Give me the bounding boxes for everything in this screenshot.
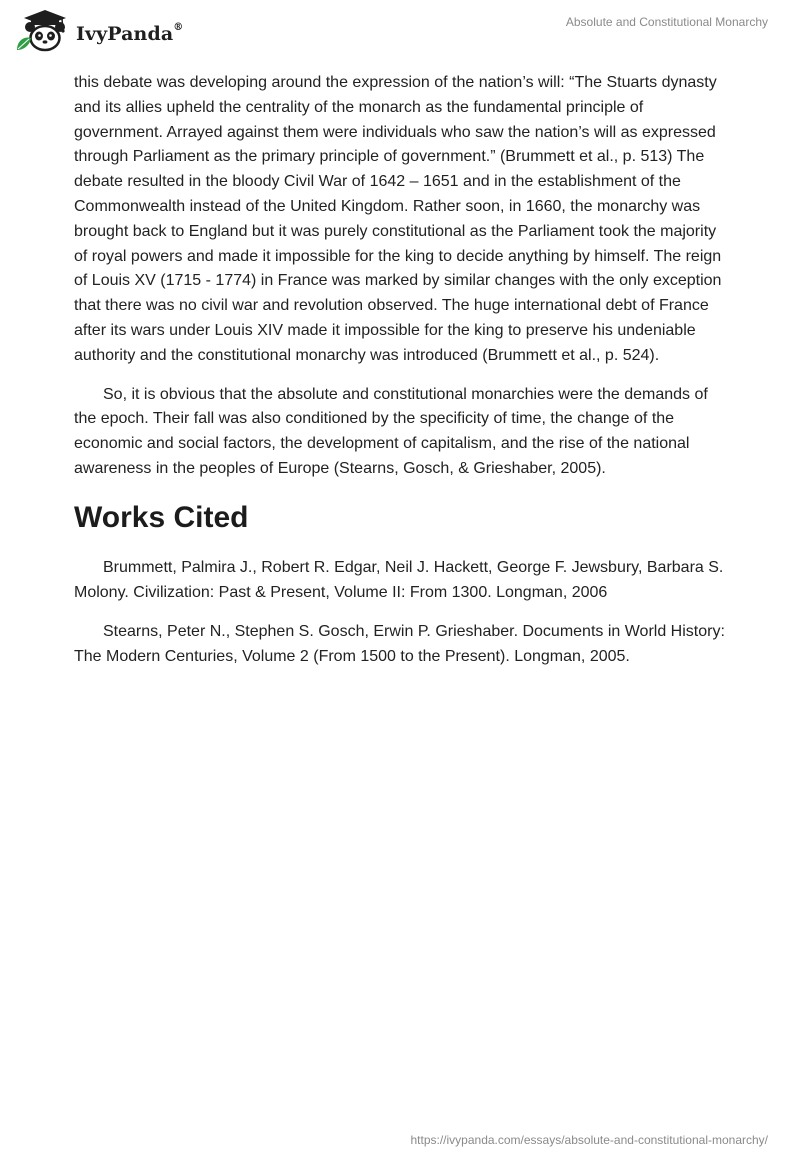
source-url[interactable]: https://ivypanda.com/essays/absolute-and-constitutional-monarchy/ xyxy=(410,1133,768,1147)
brand-name: IvyPanda® xyxy=(76,21,184,45)
body-paragraph: this debate was developing around the expression of the nation’s will: “The Stuarts dynasty and its allies upheld the centrality of the monarch as the fundamental principle of government. Arrayed against them were individuals who saw the nation’s will as expressed through Parliament as the primary principle of government.” (Brummett et al., p. 513) The debate resulted in the bloody Civil War of 1642 – 1651 and in the establishment of the Commonwealth instead of the United Kingdom. Rather soon, in 1660, the monarchy was brought back to England but it was purely constitutional as the Parliament took the majority of royal powers and made it impossible for the king to decide anything by himself. The reign of Louis XV (1715 - 1774) in France was marked by similar changes with the only exception that there was no civil war and revolution observed. The huge international debt of France after its wars under Louis XIV made it impossible for the king to preserve his undeniable authority and the constitutional monarchy was introduced (Brummett et al., p. 524). xyxy=(74,74,722,364)
panda-graduate-icon xyxy=(14,9,72,53)
body-paragraph: So, it is obvious that the absolute and constitutional monarchies were the demands of the epoch. Their fall was also conditioned by the specificity of time, the change of the economic and social factors, the development of capitalism, and the rise of the national awareness in the peoples of Europe (Stearns, Gosch, & Grieshaber, 2005). xyxy=(74,385,708,477)
citation-entry: Stearns, Peter N., Stephen S. Gosch, Erwin P. Grieshaber. Documents in World History: The Modern Centuries, Volume 2 (From 1500 to the Present). Longman, 2005. xyxy=(74,623,725,666)
essay-content xyxy=(74,71,726,685)
works-cited-heading: Works Cited xyxy=(74,500,249,534)
brand-logo[interactable] xyxy=(14,9,183,53)
document-title: Absolute and Constitutional Monarchy xyxy=(565,15,768,29)
page-header xyxy=(0,0,800,64)
citation-entry: Brummett, Palmira J., Robert R. Edgar, Neil J. Hackett, George F. Jewsbury, Barbara S. Molony. Civilization: Past & Present, Volume II: From 1300. Longman, 2006 xyxy=(74,558,724,601)
registered-mark: ® xyxy=(173,21,184,33)
